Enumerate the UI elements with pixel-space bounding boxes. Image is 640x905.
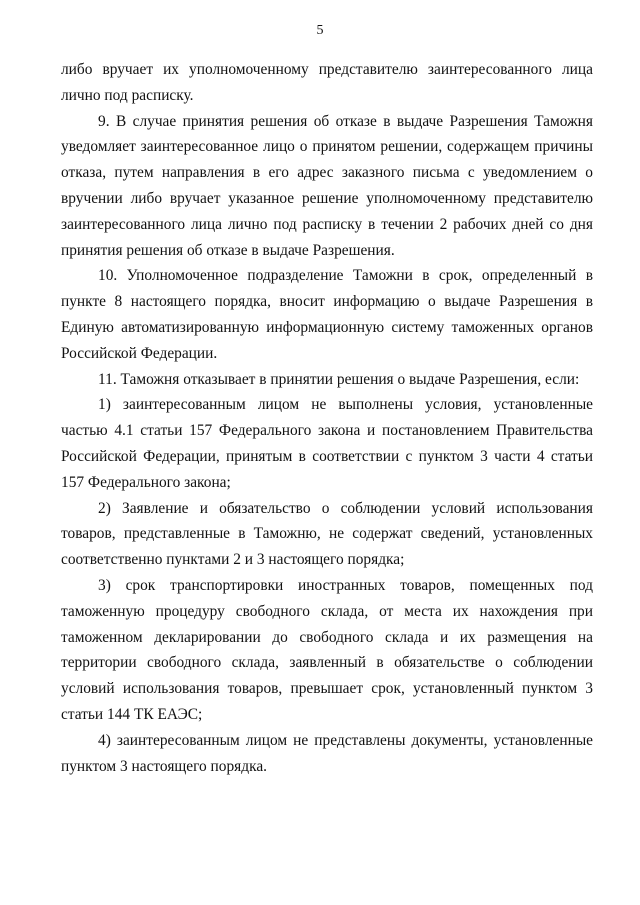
page-number: 5 xyxy=(316,23,324,38)
paragraph-item-11: 11. Таможня отказывает в принятии решения о выдаче Разрешения, если: xyxy=(98,370,580,388)
paragraph-item-9: 9. В случае принятия решения об отказе в выдаче Разрешения Таможня уведомляет заинтересованное лицо о принятом решении, содержащем причины отказа, путем направления в его адрес заказного письма с уведомлением о вручении либо вручает указанное решение уполномоченному представителю заинтересованного лица лично под расписку в течении 2 рабочих дней со дня принятия решения об отказе в выдаче Разрешения. xyxy=(61,112,593,259)
paragraph-subitem-11-1: 1) заинтересованным лицом не выполнены условия, установленные частью 4.1 статьи 157 Федерального закона и постановлением Правительства Российской Федерации, принятым в соответствии с пунктом 3 части 4 статьи 157 Федерального закона; xyxy=(61,396,593,491)
paragraph-subitem-11-4: 4) заинтересованным лицом не представлены документы, установленные пунктом 3 настоящего порядка. xyxy=(61,731,593,775)
paragraph-item-10: 10. Уполномоченное подразделение Таможни в срок, определенный в пункте 8 настоящего порядка, вносит информацию о выдаче Разрешения в Единую автоматизированную информационную систему таможенных органов Российской Федерации. xyxy=(61,267,593,362)
paragraph-subitem-11-2: 2) Заявление и обязательство о соблюдении условий использования товаров, представленные в Таможню, не содержат сведений, установленных соответственно пунктами 2 и 3 настоящего порядка; xyxy=(61,499,593,569)
document-body xyxy=(61,57,593,779)
paragraph-subitem-11-3: 3) срок транспортировки иностранных товаров, помещенных под таможенную процедуру свободного склада, от места их нахождения при таможенном декларировании до свободного склада и их размещения на территории свободного склада, заявленный в обязательстве о соблюдении условий использования товаров, превышает срок, установленный пунктом 3 статьи 144 ТК ЕАЭС; xyxy=(61,576,593,723)
paragraph-continuation: либо вручает их уполномоченному представителю заинтересованного лица лично под расписку. xyxy=(61,61,593,104)
